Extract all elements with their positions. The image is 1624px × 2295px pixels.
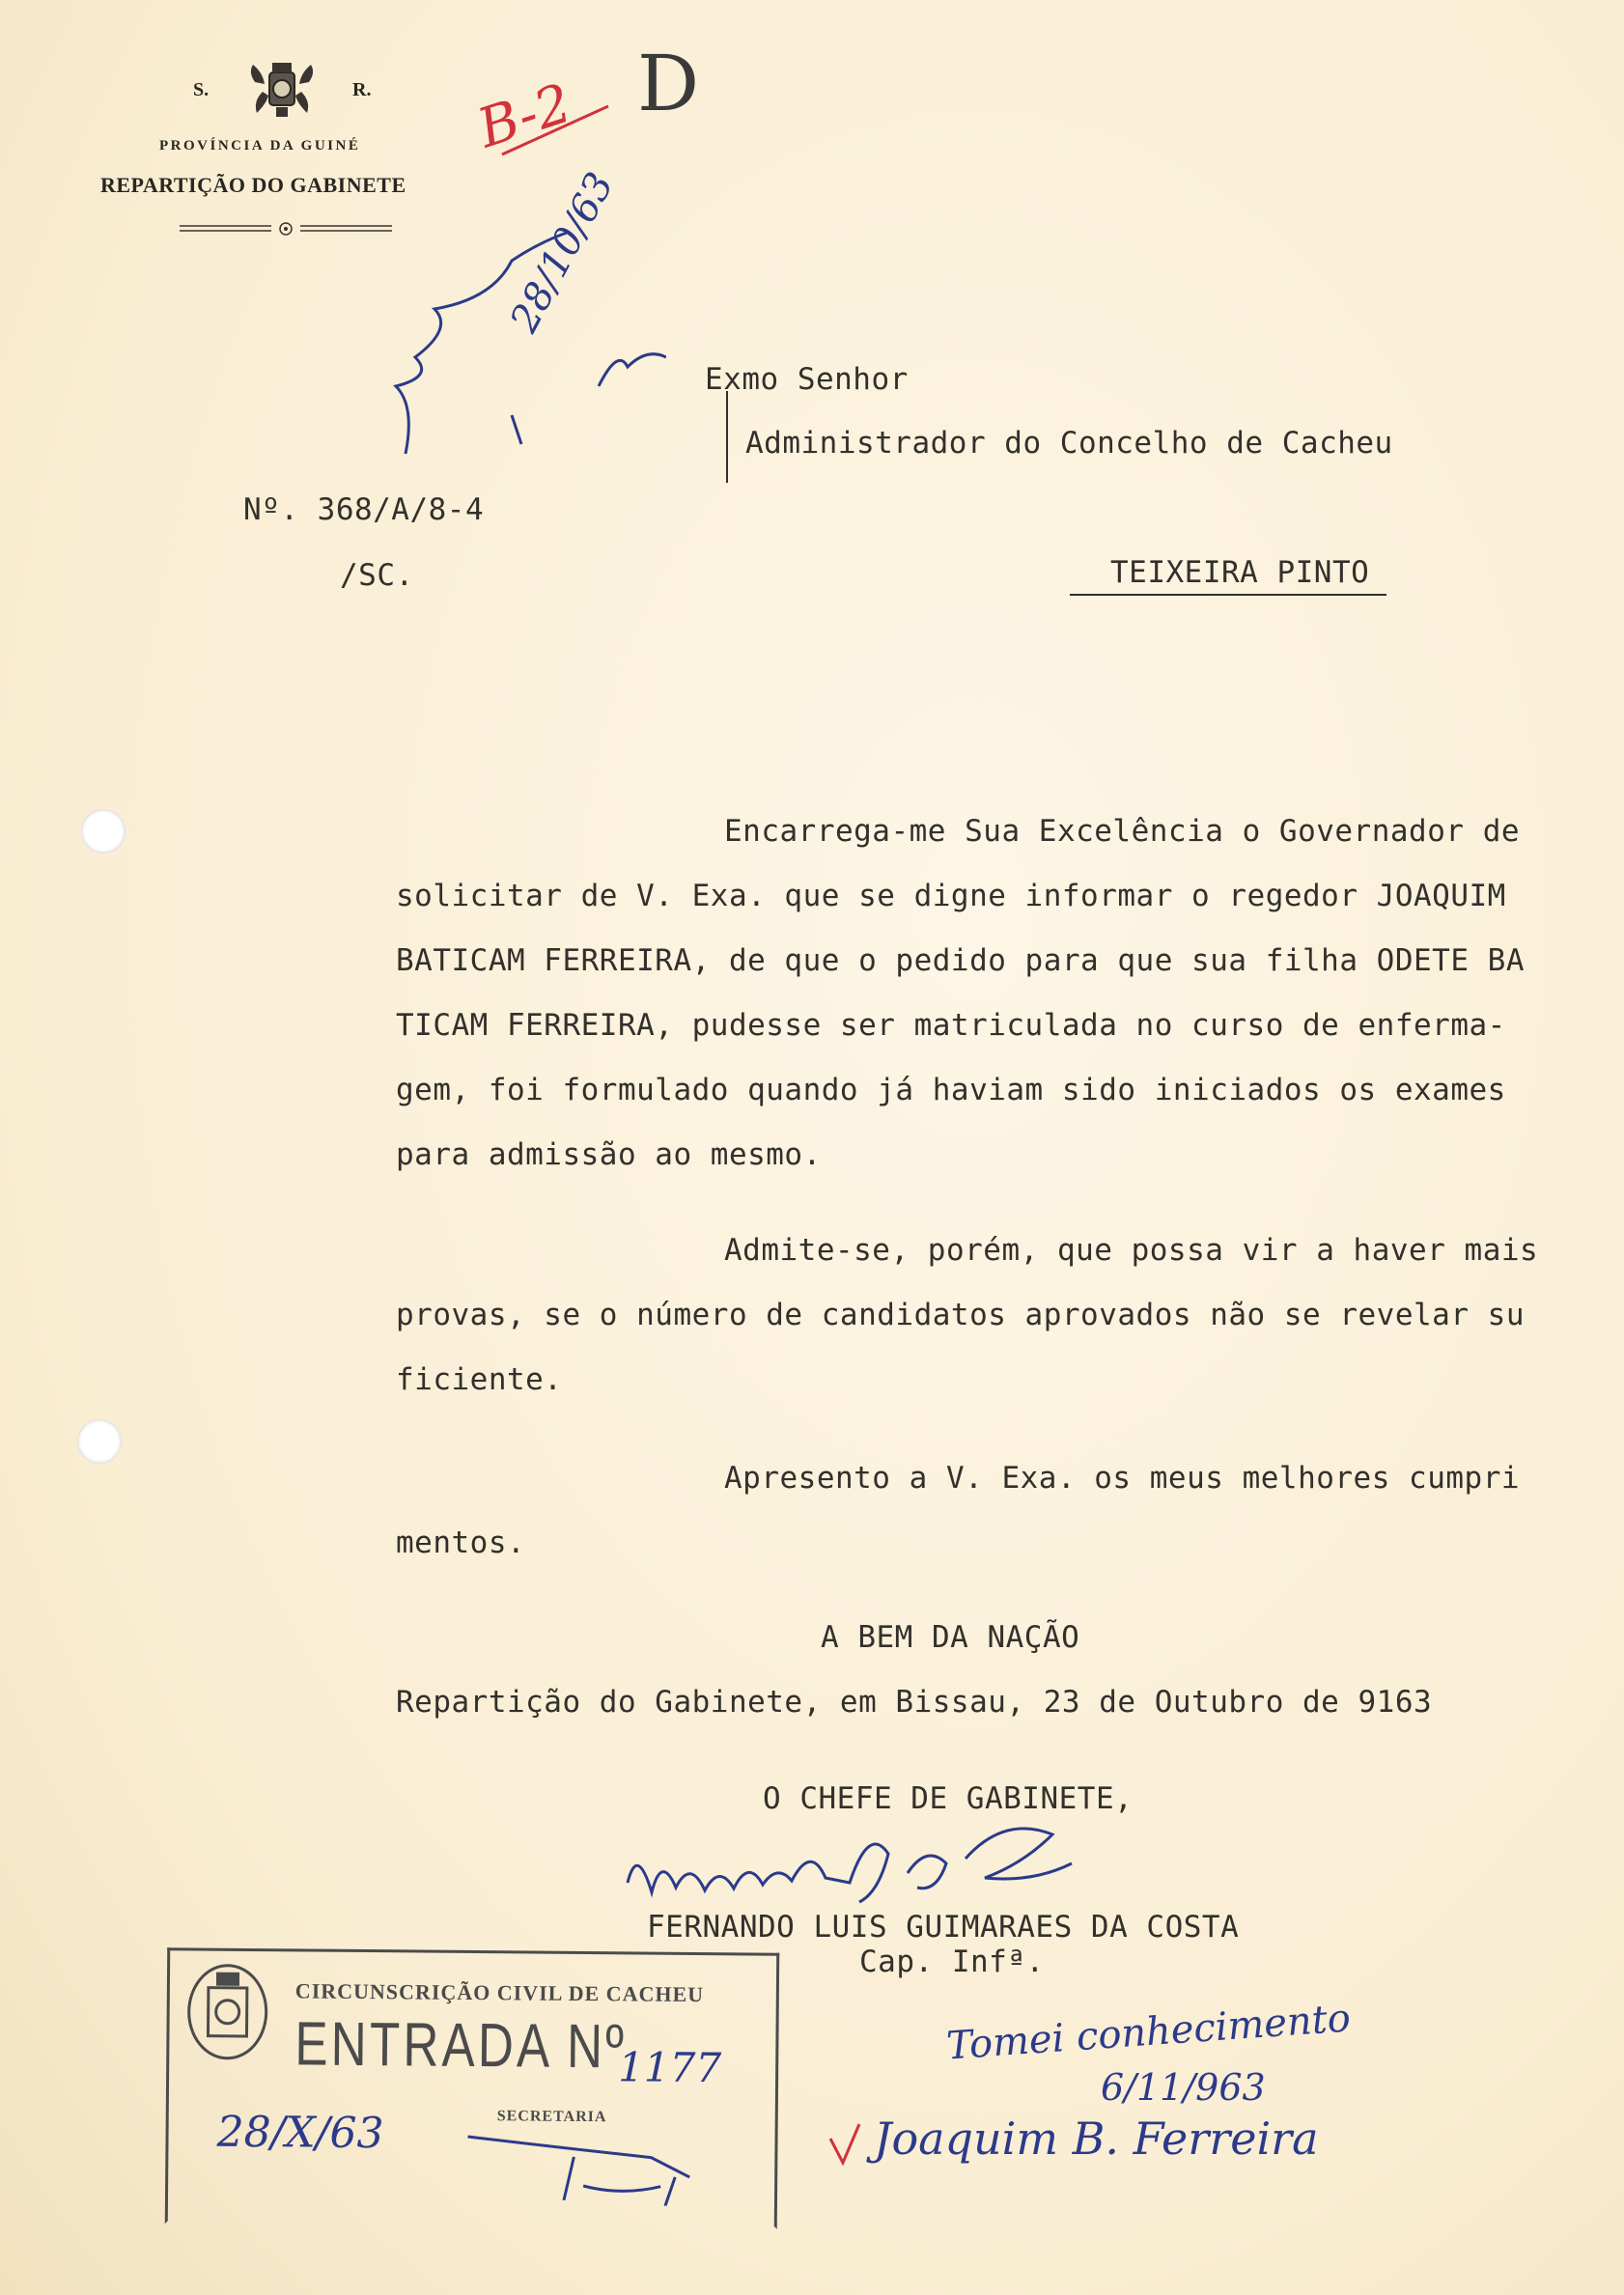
paragraph-1-line-5: gem, foi formulado quando já haviam sido iniciados os exames (396, 1073, 1506, 1107)
entry-stamp (165, 1947, 779, 2229)
red-annotation: B-2 (470, 71, 579, 161)
closing-motto: A BEM DA NAÇÃO (821, 1620, 1080, 1655)
red-annotation-stroke (497, 101, 613, 159)
stamp-number: 1177 (617, 2043, 722, 2092)
acknowledgement-signature: Joaquim B. Ferreira (874, 2113, 1319, 2165)
handwritten-dispatch-scribble (377, 212, 666, 463)
letterhead-left-initial: S. (193, 79, 210, 100)
paragraph-1-line-3: BATICAM FERREIRA, de que o pedido para que sua filha ODETE BA (396, 943, 1525, 978)
stamp-sub: SECRETARIA (496, 2108, 607, 2126)
reference-number: Nº. 368/A/8-4 (243, 492, 485, 527)
paragraph-3-line-1: Apresento a V. Exa. os meus melhores cumpri (724, 1461, 1521, 1496)
acknowledgement-line-1: Tomei conhecimento (944, 1996, 1353, 2069)
stamp-scribble (458, 2127, 748, 2207)
paragraph-2-line-2: provas, se o número de candidatos aprovados não se revelar su (396, 1298, 1525, 1332)
paragraph-3-line-2: mentos. (396, 1525, 526, 1560)
pencil-annotation: D (637, 39, 700, 128)
stamp-header: CIRCUNSCRIÇÃO CIVIL DE CACHEU (294, 1978, 705, 2007)
addressee-bracket (722, 391, 732, 488)
stamp-date: 28/X/63 (216, 2107, 384, 2159)
paragraph-1-line-6: para admissão ao mesmo. (396, 1137, 822, 1172)
letterhead-divider (180, 219, 392, 238)
chief-name: FERNANDO LUIS GUIMARAES DA COSTA (647, 1910, 1240, 1945)
punch-hole-bottom (77, 1419, 122, 1464)
paragraph-1-line-4: TICAM FERREIRA, pudesse ser matriculada no curso de enferma- (396, 1008, 1506, 1043)
punch-hole-top (81, 809, 126, 854)
stamp-seal-icon (179, 1958, 276, 2065)
addressee-place: TEIXEIRA PINTO (1070, 555, 1386, 596)
chief-signature (618, 1805, 1101, 1912)
letterhead-department: REPARTIÇÃO DO GABINETE (100, 173, 406, 197)
letterhead-right-initial: R. (352, 79, 372, 100)
closing-place-date: Repartição do Gabinete, em Bissau, 23 de Outubro de 9163 (396, 1685, 1433, 1720)
reference-suffix: /SC. (340, 558, 414, 593)
handwritten-date: 28/10/63 (502, 165, 623, 340)
chief-rank: Cap. Infª. (859, 1945, 1045, 1979)
acknowledgement-line-2: 6/11/963 (1101, 2066, 1266, 2109)
acknowledgement-red-check (826, 2119, 864, 2168)
paragraph-2-line-3: ficiente. (396, 1362, 563, 1397)
stamp-label: ENTRADA Nº (294, 2008, 628, 2082)
paragraph-1-line-2: solicitar de V. Exa. que se digne informar o regedor JOAQUIM (396, 879, 1506, 913)
letterhead-province: PROVÍNCIA DA GUINÉ (159, 138, 361, 154)
addressee-title: Administrador do Concelho de Cacheu (745, 426, 1393, 461)
paragraph-1-line-1: Encarrega-me Sua Excelência o Governador de (724, 814, 1521, 849)
coat-of-arms-icon (243, 53, 321, 130)
paragraph-2-line-1: Admite-se, porém, que possa vir a haver mais (724, 1233, 1539, 1268)
closing-role: O CHEFE DE GABINETE, (763, 1781, 1134, 1816)
addressee-salutation: Exmo Senhor (705, 362, 909, 397)
